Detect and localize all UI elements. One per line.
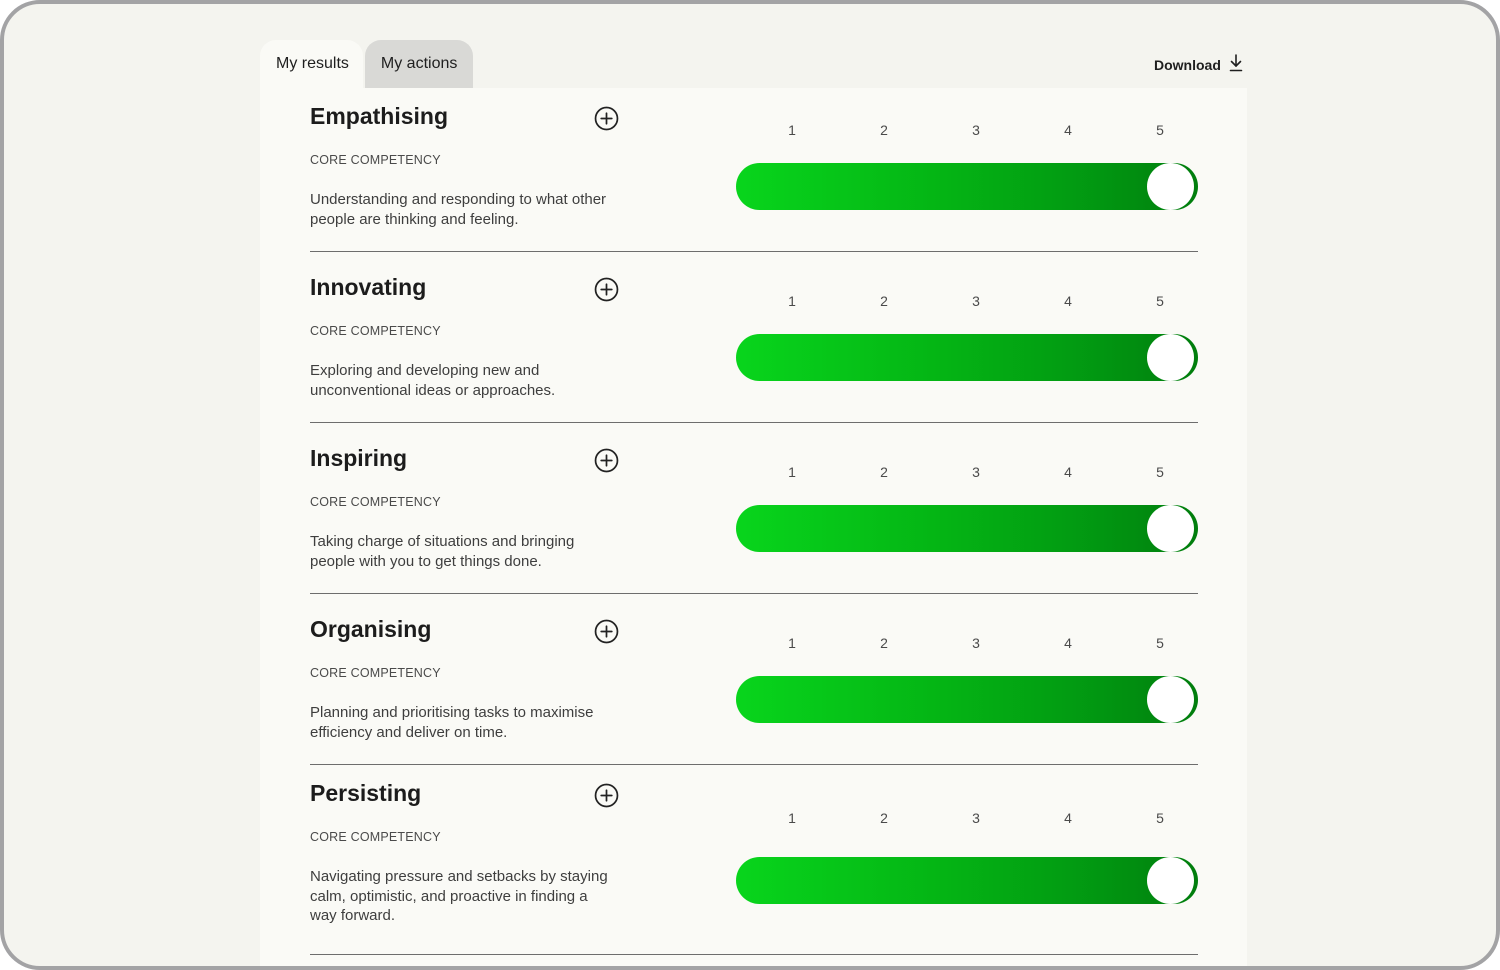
scale-tick-4: 4 <box>1064 122 1072 138</box>
competency-description: Taking charge of situations and bringing people with you to get things done. <box>310 533 575 570</box>
competency-description: Exploring and developing new and unconventional ideas or approaches. <box>310 362 556 399</box>
expand-button[interactable] <box>594 277 619 302</box>
competency-type: CORE COMPETENCY <box>310 495 441 509</box>
tab-bar <box>260 40 473 88</box>
competency-type: CORE COMPETENCY <box>310 153 441 167</box>
competency-type: CORE COMPETENCY <box>310 830 441 844</box>
tab-my-actions[interactable] <box>365 40 473 88</box>
scale-tick-5: 5 <box>1156 464 1164 480</box>
scale-tick-5: 5 <box>1156 293 1164 309</box>
scale-tick-4: 4 <box>1064 810 1072 826</box>
scale-tick-4: 4 <box>1064 293 1072 309</box>
scale-tick-1: 1 <box>788 464 796 480</box>
scale-tick-2: 2 <box>880 464 888 480</box>
score-slider[interactable] <box>736 505 1198 552</box>
plus-circle-icon <box>594 106 619 131</box>
competency-description: Navigating pressure and setbacks by staying calm, optimistic, and proactive in finding a way forward. <box>310 868 608 924</box>
competency-type: CORE COMPETENCY <box>310 666 441 680</box>
scale-tick-1: 1 <box>788 810 796 826</box>
plus-circle-icon <box>594 277 619 302</box>
tab-my-actions-label: My actions <box>380 55 458 72</box>
tab-my-results[interactable] <box>260 40 363 88</box>
scale-ticks <box>750 810 1210 830</box>
competency-title: Empathising <box>310 103 449 129</box>
expand-button[interactable] <box>594 619 619 644</box>
scale-tick-5: 5 <box>1156 810 1164 826</box>
scale-tick-3: 3 <box>972 293 980 309</box>
scale-ticks <box>750 635 1210 655</box>
results-panel <box>260 88 1247 970</box>
score-slider[interactable] <box>736 163 1198 210</box>
competency-description: Planning and prioritising tasks to maximise efficiency and deliver on time. <box>310 704 594 741</box>
download-button[interactable] <box>1154 54 1243 75</box>
scale-tick-3: 3 <box>972 122 980 138</box>
score-slider[interactable] <box>736 334 1198 381</box>
score-slider[interactable] <box>736 857 1198 904</box>
scale-tick-1: 1 <box>788 293 796 309</box>
score-knob[interactable] <box>1147 334 1194 381</box>
scale-tick-2: 2 <box>880 293 888 309</box>
competency-row <box>310 601 1198 765</box>
scale-tick-1: 1 <box>788 635 796 651</box>
plus-circle-icon <box>594 783 619 808</box>
competency-row <box>310 430 1198 594</box>
scale-tick-2: 2 <box>880 122 888 138</box>
competency-title: Innovating <box>310 274 427 300</box>
download-label: Download <box>1154 56 1221 73</box>
scale-tick-2: 2 <box>880 810 888 826</box>
expand-button[interactable] <box>594 448 619 473</box>
scale-tick-2: 2 <box>880 635 888 651</box>
expand-button[interactable] <box>594 783 619 808</box>
score-knob[interactable] <box>1147 857 1194 904</box>
expand-button[interactable] <box>594 106 619 131</box>
scale-tick-1: 1 <box>788 122 796 138</box>
plus-circle-icon <box>594 619 619 644</box>
scale-tick-3: 3 <box>972 635 980 651</box>
scale-tick-4: 4 <box>1064 464 1072 480</box>
tab-my-results-label: My results <box>276 55 349 72</box>
competency-type: CORE COMPETENCY <box>310 324 441 338</box>
score-knob[interactable] <box>1147 505 1194 552</box>
scale-tick-3: 3 <box>972 810 980 826</box>
scale-tick-3: 3 <box>972 464 980 480</box>
competency-row <box>310 259 1198 423</box>
score-slider[interactable] <box>736 676 1198 723</box>
competency-title: Organising <box>310 616 432 642</box>
download-icon <box>1229 54 1243 75</box>
competency-row <box>310 88 1198 252</box>
competency-description: Understanding and responding to what other people are thinking and feeling. <box>310 191 607 228</box>
competency-title: Persisting <box>310 780 422 806</box>
scale-ticks <box>750 464 1210 484</box>
plus-circle-icon <box>594 448 619 473</box>
scale-tick-5: 5 <box>1156 635 1164 651</box>
scale-ticks <box>750 293 1210 313</box>
competency-row <box>310 765 1198 955</box>
score-knob[interactable] <box>1147 676 1194 723</box>
competency-title: Inspiring <box>310 445 408 471</box>
scale-tick-5: 5 <box>1156 122 1164 138</box>
score-knob[interactable] <box>1147 163 1194 210</box>
scale-tick-4: 4 <box>1064 635 1072 651</box>
scale-ticks <box>750 122 1210 142</box>
